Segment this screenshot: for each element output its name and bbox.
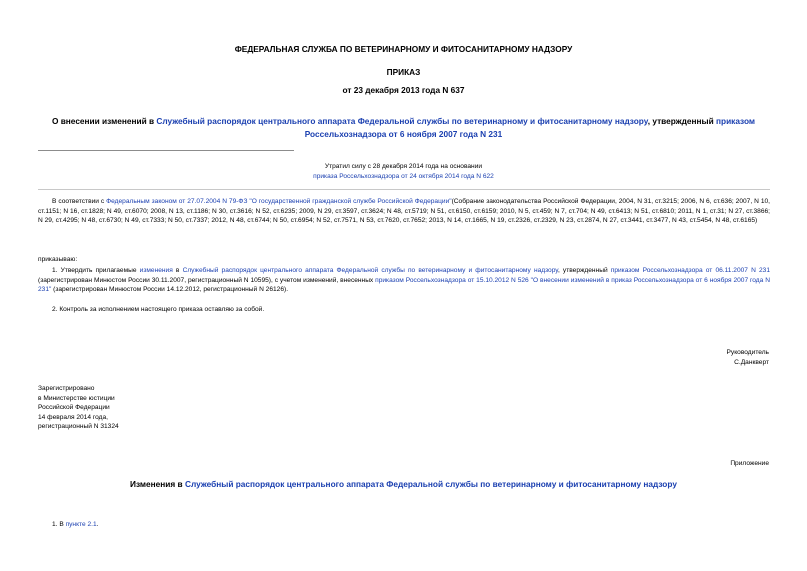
signature-position: Руководитель	[726, 349, 769, 356]
registration-line: 14 февраля 2014 года,	[38, 413, 108, 421]
point1-suffix: .	[96, 521, 99, 528]
appendix-title-link[interactable]: Служебный распорядок центрального аппарата Федеральной службы по ветеринарному и фитосанитарному надзору	[184, 479, 677, 489]
signature-name: С.Данкверт	[734, 358, 769, 366]
item-1-paragraph	[38, 266, 770, 295]
item-2-paragraph: 2. Контроль за исполнением настоящего приказа оставляю за собой.	[52, 306, 265, 313]
order-231-link[interactable]: приказом Россельхознадзора от 06.11.2007 N 231	[610, 267, 770, 274]
preamble-rest: (Собрание законодательства Российской Федерации, 2004, N 31, ст.3215; 2006, N 6, ст.636; 2007, N 10, ст.1151; N 16, ст.1828; N 49, ст.6070; 2008, N 13, ст.1186; N 30, ст.3616; N 52, ст.6235; 2009, N 29, ст.3597, ст.3624; N 48, ст.5719; N 51, ст.6150, ст.6159; 2010, N 5, ст.459; N 7, ст.704; N 49, ст.6413; N 51, ст.6810; 2011, N 1, ст.31; N 27, ст.3866; N 29, ст.4295; N 48, ст.6730; N 49, ст.7333; N 50, ст.7337; 2012, N 48, ст.6744; N 50, ст.6954; N 52, ст.7571, N 53, ст.7620, ст.7652; 2013, N 14, ст.1665, N 19, ст.2326, ст.2329, N 23, ст.2874, N 27, ст.3441, ст.3477, N 43, ст.5454, N 48, ст.6165)	[38, 198, 770, 225]
status-divider	[38, 189, 770, 190]
changes-link[interactable]: изменения	[139, 267, 173, 274]
signature-block	[727, 348, 769, 367]
title-middle: , утвержденный	[647, 116, 716, 126]
federal-law-link[interactable]: Федеральным законом от 27.07.2004 N 79-ФЗ "О государственной гражданской службе Российской Федерации"	[106, 198, 452, 205]
title-prefix: О внесении изменений в	[51, 116, 157, 126]
order-word: приказываю:	[38, 256, 78, 263]
item1-end: (зарегистрирован Минюстом России 14.12.2012, регистрационный N 26126).	[51, 286, 289, 294]
appendix-point-1	[52, 520, 99, 530]
item1-mid: (зарегистрирован Минюстом России 30.11.2007, регистрационный N 10595), с учетом изменений, внесенных	[38, 276, 376, 284]
title-link-rules[interactable]: Служебный распорядок центрального аппарата Федеральной службы по ветеринарному и фитосанитарному надзору	[156, 116, 648, 126]
status-block	[0, 162, 807, 181]
point1-prefix: 1. В	[52, 521, 66, 528]
item1-approved: , утвержденный	[557, 267, 611, 274]
order-526-link[interactable]: приказом Россельхознадзора от 15.10.2012 N 526 "О внесении изменений в приказ Россельхознадзора от 6 ноября 2007 года N 231"	[38, 276, 770, 294]
status-text: Утратил силу с 28 декабря 2014 года на основании	[324, 163, 483, 170]
item1-in: в	[172, 267, 183, 274]
preamble-prefix: В соответствии с	[52, 198, 107, 205]
appendix-title-prefix: Изменения в	[130, 479, 185, 489]
appendix-label: Приложение	[730, 460, 769, 467]
title-link-order[interactable]: приказом Россельхознадзора от 6 ноября 2007 года N 231	[304, 116, 756, 139]
status-link[interactable]: приказа Россельхознадзора от 24 октября 2014 года N 622	[313, 172, 494, 180]
rules-link[interactable]: Служебный распорядок центрального аппарата Федеральной службы по ветеринарному и фитосанитарному надзору	[182, 267, 558, 274]
registration-block	[38, 384, 119, 432]
registration-line: регистрационный N 31324	[38, 423, 119, 431]
point-2-1-link[interactable]: пункте 2.1	[65, 521, 97, 528]
doc-date-number: от 23 декабря 2013 года N 637	[342, 85, 465, 95]
registration-line: Российской Федерации	[38, 404, 110, 412]
separator-line	[38, 150, 294, 151]
item1-prefix: 1. Утвердить прилагаемые	[52, 267, 140, 274]
registration-line: в Министерстве юстиции	[38, 394, 115, 402]
doc-title	[50, 115, 757, 141]
preamble-paragraph	[38, 197, 770, 226]
doc-type: ПРИКАЗ	[386, 67, 421, 77]
registration-line: Зарегистрировано	[38, 385, 95, 392]
appendix-title	[0, 479, 807, 489]
agency-title: ФЕДЕРАЛЬНАЯ СЛУЖБА ПО ВЕТЕРИНАРНОМУ И ФИТОСАНИТАРНОМУ НАДЗОРУ	[234, 44, 573, 54]
